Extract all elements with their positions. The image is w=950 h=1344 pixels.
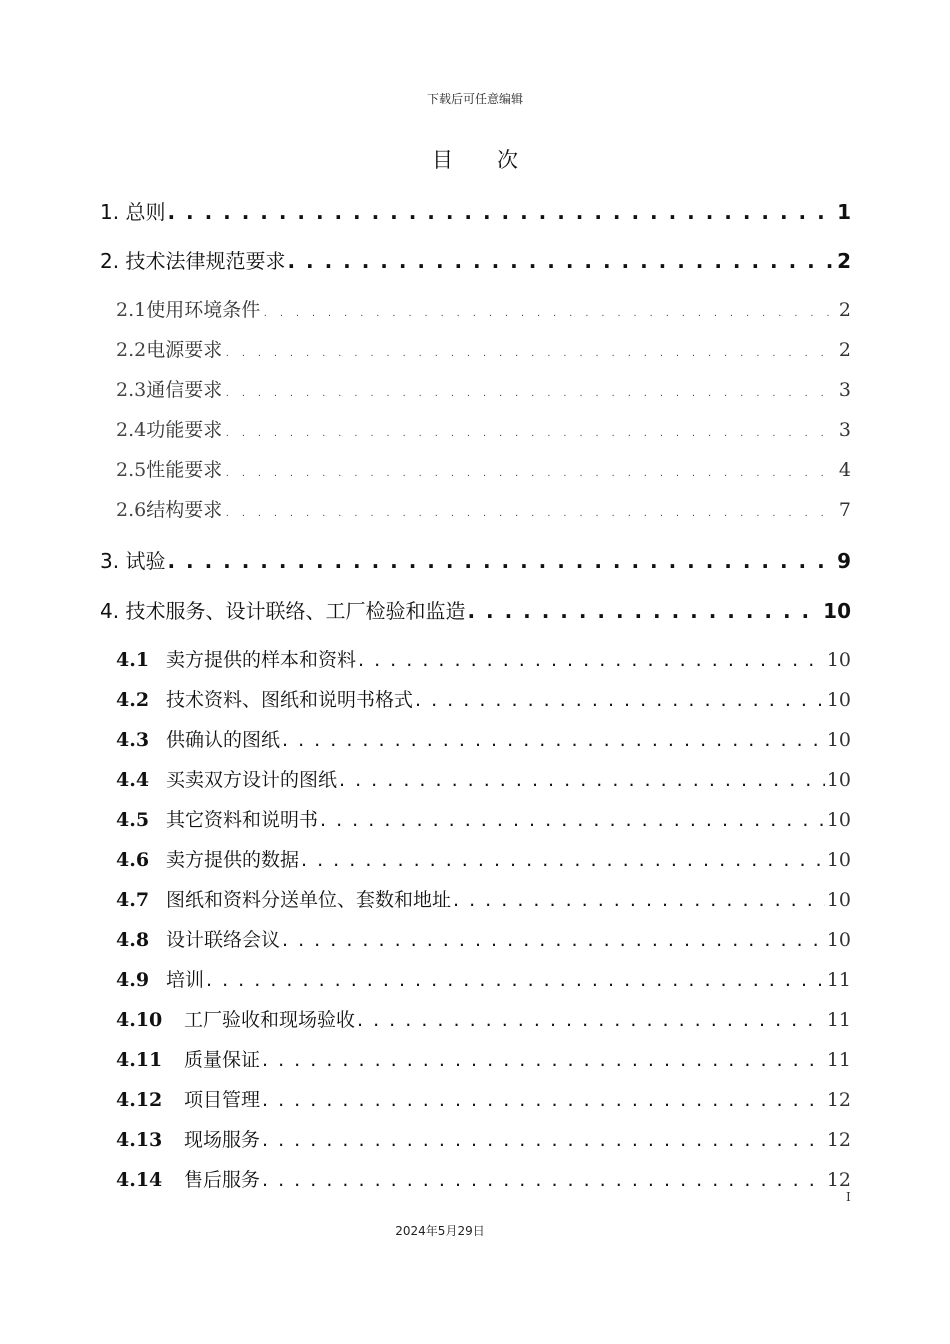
dot-leader bbox=[282, 929, 825, 951]
page-header: 下载后可任意编辑 bbox=[426, 92, 523, 106]
dot-leader bbox=[262, 299, 837, 321]
toc-entry[interactable] bbox=[116, 375, 851, 402]
toc-entry-page: 11 bbox=[826, 1049, 851, 1071]
toc-entry-label: 4. 技术服务、设计联络、工厂检验和监造 bbox=[100, 599, 466, 623]
toc-entry[interactable] bbox=[116, 885, 851, 912]
dot-leader bbox=[453, 889, 825, 911]
toc-entry-page: 3 bbox=[838, 419, 851, 441]
toc-entry-page: 11 bbox=[826, 969, 851, 991]
toc-entry-number: 4.2 bbox=[116, 689, 150, 711]
toc-entry[interactable] bbox=[116, 455, 851, 482]
dot-leader bbox=[415, 689, 825, 711]
toc-entry[interactable] bbox=[116, 1005, 851, 1032]
dot-leader bbox=[262, 1129, 825, 1151]
toc-entry[interactable] bbox=[116, 1085, 851, 1112]
toc-entry-page: 12 bbox=[826, 1089, 851, 1111]
dot-leader bbox=[358, 649, 825, 671]
toc-entry[interactable] bbox=[116, 335, 851, 362]
toc-entry[interactable] bbox=[100, 245, 851, 274]
toc-entry-number: 4.1 bbox=[116, 649, 150, 671]
toc-entry-page: 7 bbox=[838, 499, 851, 521]
dot-leader bbox=[467, 599, 821, 623]
toc-entry-page: 10 bbox=[826, 729, 851, 751]
toc-entry-label: 质量保证 bbox=[184, 1049, 261, 1071]
toc-entry-number: 4.3 bbox=[116, 729, 150, 751]
toc-entry-page: 12 bbox=[826, 1129, 851, 1151]
toc-entry[interactable] bbox=[116, 685, 851, 712]
dot-leader bbox=[167, 549, 835, 573]
toc-entry[interactable] bbox=[100, 545, 851, 574]
toc-entry-number: 4.10 bbox=[116, 1009, 163, 1031]
toc-entry-label: 设计联络会议 bbox=[166, 929, 281, 951]
toc-entry-label: 其它资料和说明书 bbox=[166, 809, 319, 831]
dot-leader bbox=[224, 459, 837, 481]
toc-entry-label: 卖方提供的样本和资料 bbox=[166, 649, 357, 671]
toc-entry-number: 2.6 bbox=[116, 499, 147, 521]
toc-entry-label: 2. 技术法律规范要求 bbox=[100, 249, 286, 273]
dot-leader bbox=[206, 969, 825, 991]
toc-entry[interactable] bbox=[116, 495, 851, 522]
toc-entry-number: 2.2 bbox=[116, 339, 147, 361]
toc-entry-page: 11 bbox=[826, 1009, 851, 1031]
toc-entry[interactable] bbox=[100, 595, 851, 624]
toc-entry-page: 4 bbox=[838, 459, 851, 481]
toc-entry-label: 通信要求 bbox=[146, 379, 223, 401]
toc-entry-label: 技术资料、图纸和说明书格式 bbox=[166, 689, 414, 711]
toc-entry-label: 3. 试验 bbox=[100, 549, 166, 573]
toc-entry-page: 2 bbox=[838, 299, 851, 321]
toc-entry-number: 4.14 bbox=[116, 1169, 163, 1191]
toc-title: 目次 bbox=[432, 148, 562, 172]
dot-leader bbox=[224, 379, 837, 401]
toc-entry-number: 2.1 bbox=[116, 299, 147, 321]
toc-entry-label: 买卖双方设计的图纸 bbox=[166, 769, 338, 791]
toc-entry-page: 9 bbox=[837, 549, 851, 573]
dot-leader bbox=[224, 499, 837, 521]
toc-entry-number: 4.12 bbox=[116, 1089, 163, 1111]
toc-entry-number: 4.9 bbox=[116, 969, 150, 991]
toc-entry-number: 4.6 bbox=[116, 849, 150, 871]
toc-entry-label: 培训 bbox=[166, 969, 205, 991]
toc-entry-number: 4.8 bbox=[116, 929, 150, 951]
toc-entry-page: 10 bbox=[826, 849, 851, 871]
dot-leader bbox=[282, 729, 825, 751]
toc-entry-label: 现场服务 bbox=[184, 1129, 261, 1151]
toc-entry[interactable] bbox=[116, 1045, 851, 1072]
toc-entry[interactable] bbox=[116, 645, 851, 672]
toc-entry[interactable] bbox=[116, 1165, 851, 1192]
toc-entry-label: 图纸和资料分送单位、套数和地址 bbox=[166, 889, 452, 911]
page-footer-date: 2024年5月29日 bbox=[395, 1224, 485, 1238]
dot-leader bbox=[262, 1049, 825, 1071]
dot-leader bbox=[320, 809, 825, 831]
toc-entry[interactable] bbox=[116, 415, 851, 442]
dot-leader bbox=[262, 1169, 825, 1191]
toc-entry-page: 10 bbox=[823, 599, 851, 623]
page-number-marker: I bbox=[846, 1190, 851, 1204]
toc-entry-number: 4.7 bbox=[116, 889, 150, 911]
toc-entry-page: 10 bbox=[826, 649, 851, 671]
toc-entry-number: 4.4 bbox=[116, 769, 150, 791]
toc-entry-number: 2.3 bbox=[116, 379, 147, 401]
toc-entry-page: 2 bbox=[837, 249, 851, 273]
dot-leader bbox=[224, 419, 837, 441]
toc-entry-label: 电源要求 bbox=[146, 339, 223, 361]
toc-entry-page: 3 bbox=[838, 379, 851, 401]
toc-entry-page: 10 bbox=[826, 809, 851, 831]
toc-entry-label: 功能要求 bbox=[146, 419, 223, 441]
toc-entry-number: 4.13 bbox=[116, 1129, 163, 1151]
dot-leader bbox=[339, 769, 825, 791]
toc-entry[interactable] bbox=[116, 845, 851, 872]
toc-entry-label: 性能要求 bbox=[146, 459, 223, 481]
toc-entry-page: 1 bbox=[837, 200, 851, 224]
toc-entry-label: 项目管理 bbox=[184, 1089, 261, 1111]
toc-entry-label: 卖方提供的数据 bbox=[166, 849, 300, 871]
toc-entry-number: 2.5 bbox=[116, 459, 147, 481]
toc-entry[interactable] bbox=[116, 725, 851, 752]
dot-leader bbox=[301, 849, 825, 871]
toc-entry[interactable] bbox=[116, 765, 851, 792]
toc-entry-label: 1. 总则 bbox=[100, 200, 166, 224]
toc-entry[interactable] bbox=[116, 805, 851, 832]
toc-entry-page: 12 bbox=[826, 1169, 851, 1191]
toc-entry-page: 10 bbox=[826, 769, 851, 791]
toc-entry-label: 工厂验收和现场验收 bbox=[184, 1009, 356, 1031]
dot-leader bbox=[224, 339, 837, 361]
toc-entry-label: 结构要求 bbox=[146, 499, 223, 521]
toc-entry-page: 10 bbox=[826, 929, 851, 951]
toc-entry[interactable] bbox=[116, 1125, 851, 1152]
toc-entry-page: 10 bbox=[826, 689, 851, 711]
dot-leader bbox=[262, 1089, 825, 1111]
toc-entry-label: 售后服务 bbox=[184, 1169, 261, 1191]
toc-entry-number: 4.5 bbox=[116, 809, 150, 831]
toc-entry-label: 使用环境条件 bbox=[146, 299, 261, 321]
toc-entry-page: 10 bbox=[826, 889, 851, 911]
dot-leader bbox=[287, 249, 835, 273]
toc-entry-label: 供确认的图纸 bbox=[166, 729, 281, 751]
toc-entry[interactable] bbox=[116, 295, 851, 322]
toc-entry[interactable] bbox=[116, 925, 851, 952]
toc-entry-number: 4.11 bbox=[116, 1049, 163, 1071]
toc-entry-page: 2 bbox=[838, 339, 851, 361]
toc-entry[interactable] bbox=[100, 196, 851, 225]
toc-entry-number: 2.4 bbox=[116, 419, 147, 441]
dot-leader bbox=[167, 200, 835, 224]
toc-entry[interactable] bbox=[116, 965, 851, 992]
dot-leader bbox=[357, 1009, 825, 1031]
